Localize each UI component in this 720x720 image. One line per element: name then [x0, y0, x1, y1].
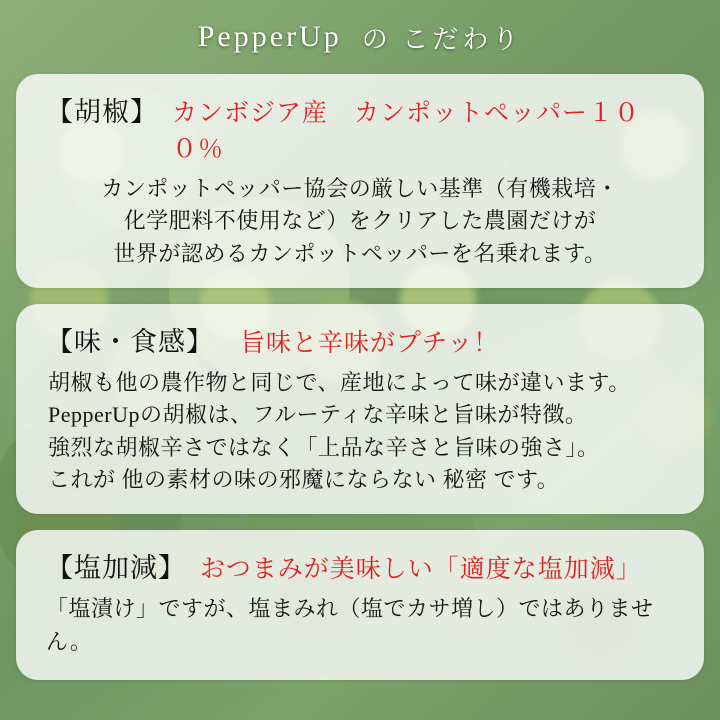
section-header: [38, 546, 682, 585]
section-salt-level: [16, 530, 704, 680]
section-accent-text: カンボジア産 カンポットペッパー１００％: [172, 100, 641, 163]
body-line: 世界が認めるカンポットペッパーを名乗れます。: [113, 240, 607, 266]
section-body: [38, 593, 682, 658]
section-body: [38, 367, 682, 496]
section-pepper: [16, 74, 704, 288]
body-line: 化学肥料不使用など）をクリアした農園だけが: [123, 208, 597, 234]
section-header: [38, 90, 682, 165]
body-line: 強烈な胡椒辛さではなく「上品な辛さと旨味の強さ」。: [48, 434, 600, 460]
title-subtext: の こだわり: [361, 24, 523, 54]
section-accent-text: 旨味と辛味がプチッ！: [240, 329, 500, 357]
section-body: [38, 173, 682, 270]
body-line: 胡椒も他の農作物と同じで、産地によって味が違います。: [48, 369, 631, 395]
section-tag: 【胡椒】: [46, 97, 158, 127]
section-accent-text: おつまみが美味しい「適度な塩加減」: [200, 556, 642, 584]
section-tag: 【味・食感】: [46, 326, 214, 357]
body-line: カンポットペッパー協会の厳しい基準（有機栽培・: [101, 176, 619, 201]
body-line: 「塩漬け」ですが、塩まみれ（塩でカサ増し）ではありません。: [46, 596, 654, 654]
page-title: [0, 0, 720, 74]
body-line: PepperUpの胡椒は、フルーティな辛味と旨味が特徴。: [48, 402, 588, 428]
section-tag: 【塩加減】: [46, 553, 186, 584]
section-taste-texture: [16, 304, 704, 514]
body-line: これが 他の素材の味の邪魔にならない 秘密 です。: [48, 466, 560, 492]
brand-name: PepperUp: [197, 20, 342, 53]
section-header: [38, 320, 682, 359]
